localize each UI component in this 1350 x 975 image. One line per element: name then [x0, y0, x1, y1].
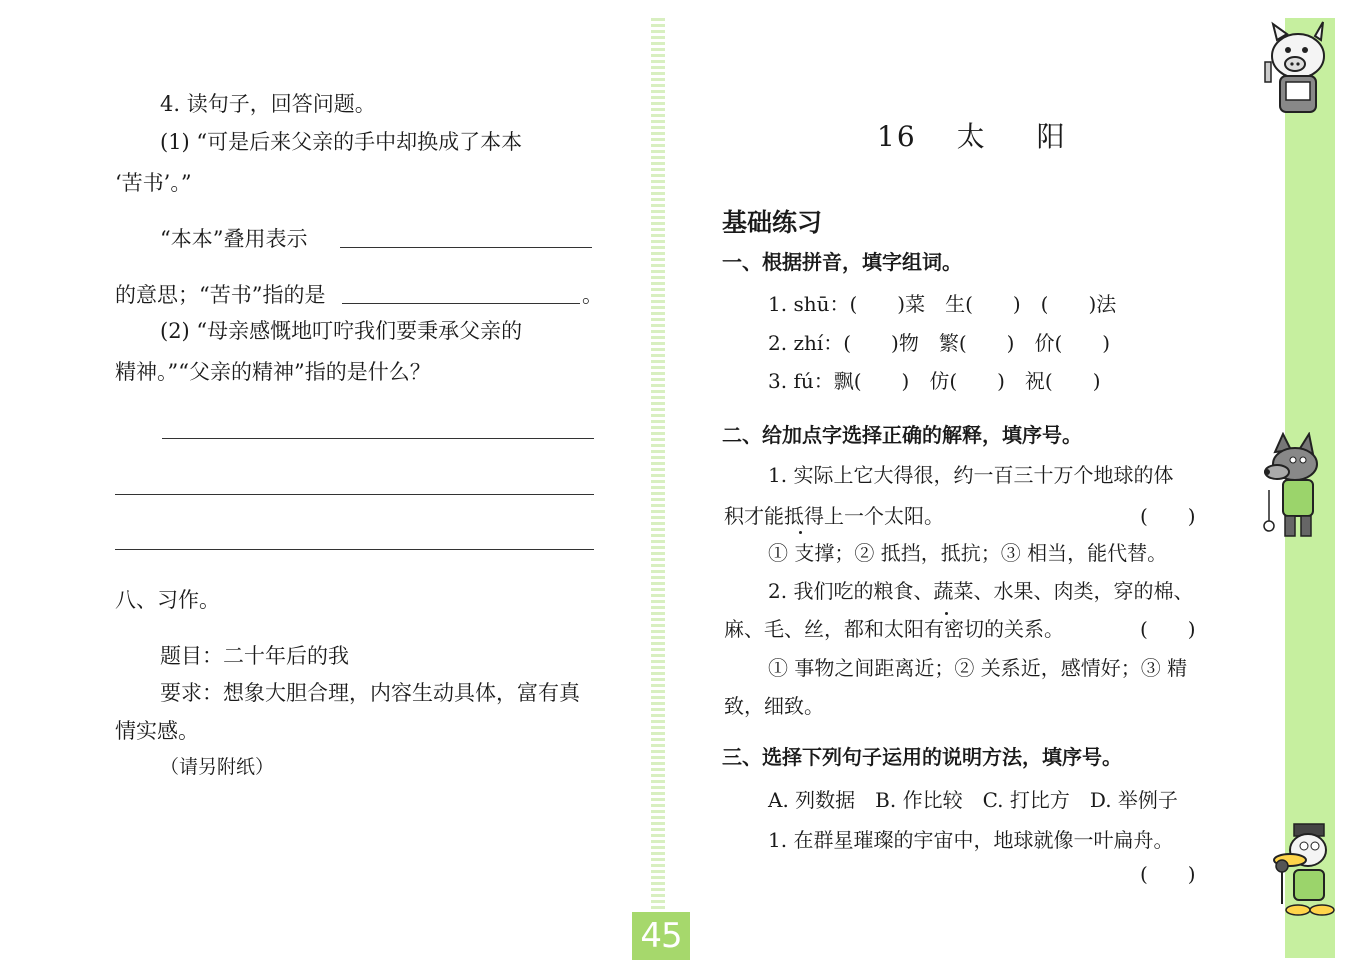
section-2-q2-line1: 2. 我们吃的粮食、蔬菜、水果、肉类，穿的棉、: [768, 579, 1194, 603]
question-4-1-line1: (1) “可是后来父亲的手中却换成了本本: [160, 130, 523, 154]
emphasis-dot-mi: [945, 612, 948, 615]
answer-line-2[interactable]: [342, 303, 580, 304]
essay-requirement-line2: 情实感。: [115, 719, 199, 743]
pinyin-row-2: 2. zhí：( )物 繁( ) 价( ): [768, 331, 1111, 355]
pinyin-row-3: 3. fú：飘( ) 仿( ) 祝( ): [768, 369, 1101, 393]
section-2-q2-line2: 麻、毛、丝，都和太阳有密切的关系。: [724, 617, 1064, 641]
question-4-1-line2: ‘苦书’。”: [115, 171, 192, 195]
section-2-q1-answer[interactable]: ( ): [1140, 504, 1196, 528]
section-8-title: 八、习作。: [115, 588, 220, 612]
duck-mascot-icon: [1268, 820, 1338, 920]
question-4-1-prompt-2: 的意思；“苦书”指的是: [115, 283, 326, 307]
section-2-q1-options: ① 支撑；② 抵挡，抵抗；③ 相当，能代替。: [768, 541, 1168, 565]
question-4-title: 4. 读句子，回答问题。: [160, 92, 376, 116]
page-gutter: [651, 18, 665, 918]
essay-topic: 题目：二十年后的我: [160, 644, 349, 668]
section-3-options: A. 列数据 B. 作比较 C. 打比方 D. 举例子: [768, 788, 1178, 812]
section-2-q2-options-line2: 致，细致。: [724, 694, 824, 718]
question-4-2-line2: 精神。”“父亲的精神”指的是什么？: [115, 360, 431, 384]
lesson-number: 16: [877, 120, 917, 153]
pig-mascot-icon: [1255, 18, 1337, 118]
section-3-q1: 1. 在群星璀璨的宇宙中，地球就像一叶扁舟。: [768, 828, 1174, 852]
pinyin-row-1: 1. shū：( )菜 生( ) ( )法: [768, 292, 1117, 316]
emphasis-dot-di: [799, 531, 802, 534]
section-heading-basic-practice: 基础练习: [722, 208, 823, 237]
answer-line-4[interactable]: [115, 494, 594, 495]
question-4-1-period: 。: [582, 283, 603, 307]
section-3-q1-answer[interactable]: ( ): [1140, 862, 1196, 886]
section-1-title: 一、根据拼音，填字组词。: [722, 250, 962, 274]
question-4-1-prompt: “本本”叠用表示: [160, 227, 308, 251]
essay-note: （请另附纸）: [160, 756, 275, 778]
question-4-2-line1: (2) “母亲感慨地叮咛我们要秉承父亲的: [160, 319, 523, 343]
answer-line-3[interactable]: [162, 438, 594, 439]
answer-line-1[interactable]: [340, 247, 592, 248]
section-2-title: 二、给加点字选择正确的解释，填序号。: [722, 423, 1082, 447]
section-3-title: 三、选择下列句子运用的说明方法，填序号。: [722, 745, 1122, 769]
lesson-title-char-2: 阳: [1036, 120, 1067, 153]
essay-requirement-line1: 要求：想象大胆合理，内容生动具体，富有真: [160, 681, 580, 705]
section-2-q1-line2: 积才能抵得上一个太阳。: [724, 504, 944, 528]
wolf-mascot-icon: [1255, 432, 1335, 542]
left-page: [0, 0, 655, 975]
answer-line-5[interactable]: [115, 549, 594, 550]
page-number: 45: [632, 912, 690, 960]
lesson-title: [877, 115, 1067, 155]
section-2-q2-options-line1: ① 事物之间距离近；② 关系近，感情好；③ 精: [768, 656, 1188, 680]
section-2-q2-answer[interactable]: ( ): [1140, 617, 1196, 641]
section-2-q1-line1: 1. 实际上它大得很，约一百三十万个地球的体: [768, 463, 1174, 487]
lesson-title-char-1: 太: [956, 120, 987, 153]
